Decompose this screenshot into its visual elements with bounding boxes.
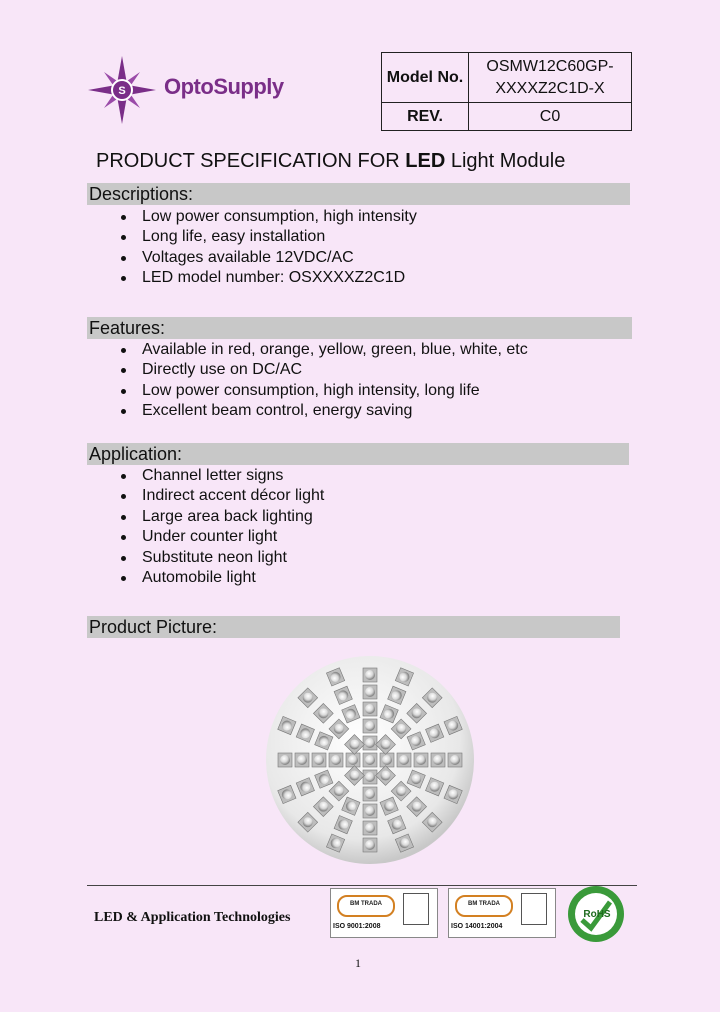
section-heading-application: Application:	[87, 443, 629, 465]
iso-9001-label: ISO 9001:2008	[333, 923, 381, 930]
iso-14001-label: ISO 14001:2004	[451, 923, 503, 930]
led-chip	[346, 753, 360, 767]
led-chip	[363, 702, 377, 716]
list-item: Long life, easy installation	[118, 227, 417, 247]
iso-14001-certificate	[448, 888, 556, 938]
descriptions-list	[118, 207, 417, 289]
list-item: Indirect accent décor light	[118, 486, 324, 506]
list-item: Under counter light	[118, 527, 324, 547]
page-title	[96, 150, 565, 173]
rohs-compliant-badge	[566, 884, 626, 944]
bm-trada-badge: BM TRADA	[455, 895, 513, 917]
led-chip	[363, 787, 377, 801]
list-item: LED model number: OSXXXXZ2C1D	[118, 268, 417, 288]
model-label: Model No.	[382, 53, 469, 103]
led-array	[278, 668, 463, 853]
led-chip	[363, 668, 377, 682]
led-chip	[363, 804, 377, 818]
list-item: Excellent beam control, energy saving	[118, 401, 528, 421]
page-number: 1	[355, 956, 361, 970]
led-chip	[448, 753, 462, 767]
led-chip	[312, 753, 326, 767]
title-prefix: PRODUCT SPECIFICATION FOR	[96, 150, 406, 172]
led-chip	[363, 685, 377, 699]
rev-value: C0	[469, 103, 632, 131]
list-item: Low power consumption, high intensity	[118, 207, 417, 227]
list-item: Low power consumption, high intensity, long life	[118, 381, 528, 401]
led-chip	[278, 753, 292, 767]
led-chip	[295, 753, 309, 767]
led-chip	[380, 753, 394, 767]
led-chip	[363, 838, 377, 852]
list-item: Substitute neon light	[118, 548, 324, 568]
product-photo	[264, 654, 476, 866]
rev-label: REV.	[382, 103, 469, 131]
title-suffix: Light Module	[445, 150, 566, 172]
logo-wordmark: OptoSupply	[164, 74, 284, 99]
model-value-line2: XXXXZ2C1D-X	[495, 79, 605, 97]
section-heading-product-picture: Product Picture:	[87, 616, 620, 638]
ukas-mark-icon	[403, 893, 429, 925]
model-info-table	[381, 52, 632, 131]
ukas-mark-icon	[521, 893, 547, 925]
list-item: Channel letter signs	[118, 466, 324, 486]
application-list	[118, 466, 324, 588]
led-chip	[414, 753, 428, 767]
iso-9001-certificate	[330, 888, 438, 938]
led-chip	[431, 753, 445, 767]
footer-divider	[87, 885, 637, 886]
led-chip	[363, 770, 377, 784]
list-item: Available in red, orange, yellow, green, blue, white, etc	[118, 340, 528, 360]
list-item: Directly use on DC/AC	[118, 360, 528, 380]
company-name: LED & Application Technologies	[94, 910, 291, 925]
led-chip	[363, 753, 377, 767]
title-bold: LED	[405, 150, 446, 172]
list-item: Automobile light	[118, 568, 324, 588]
rohs-label: RoHS	[583, 909, 611, 920]
features-list	[118, 340, 528, 422]
list-item: Large area back lighting	[118, 507, 324, 527]
section-heading-descriptions: Descriptions:	[87, 183, 630, 205]
led-chip	[329, 753, 343, 767]
model-value-line1: OSMW12C60GP-	[486, 57, 614, 75]
led-chip	[397, 753, 411, 767]
svg-text:S: S	[118, 85, 126, 97]
section-heading-features: Features:	[87, 317, 632, 339]
led-chip	[363, 719, 377, 733]
led-chip	[363, 821, 377, 835]
model-value	[469, 53, 632, 103]
bm-trada-badge: BM TRADA	[337, 895, 395, 917]
list-item: Voltages available 12VDC/AC	[118, 248, 417, 268]
led-chip	[363, 736, 377, 750]
